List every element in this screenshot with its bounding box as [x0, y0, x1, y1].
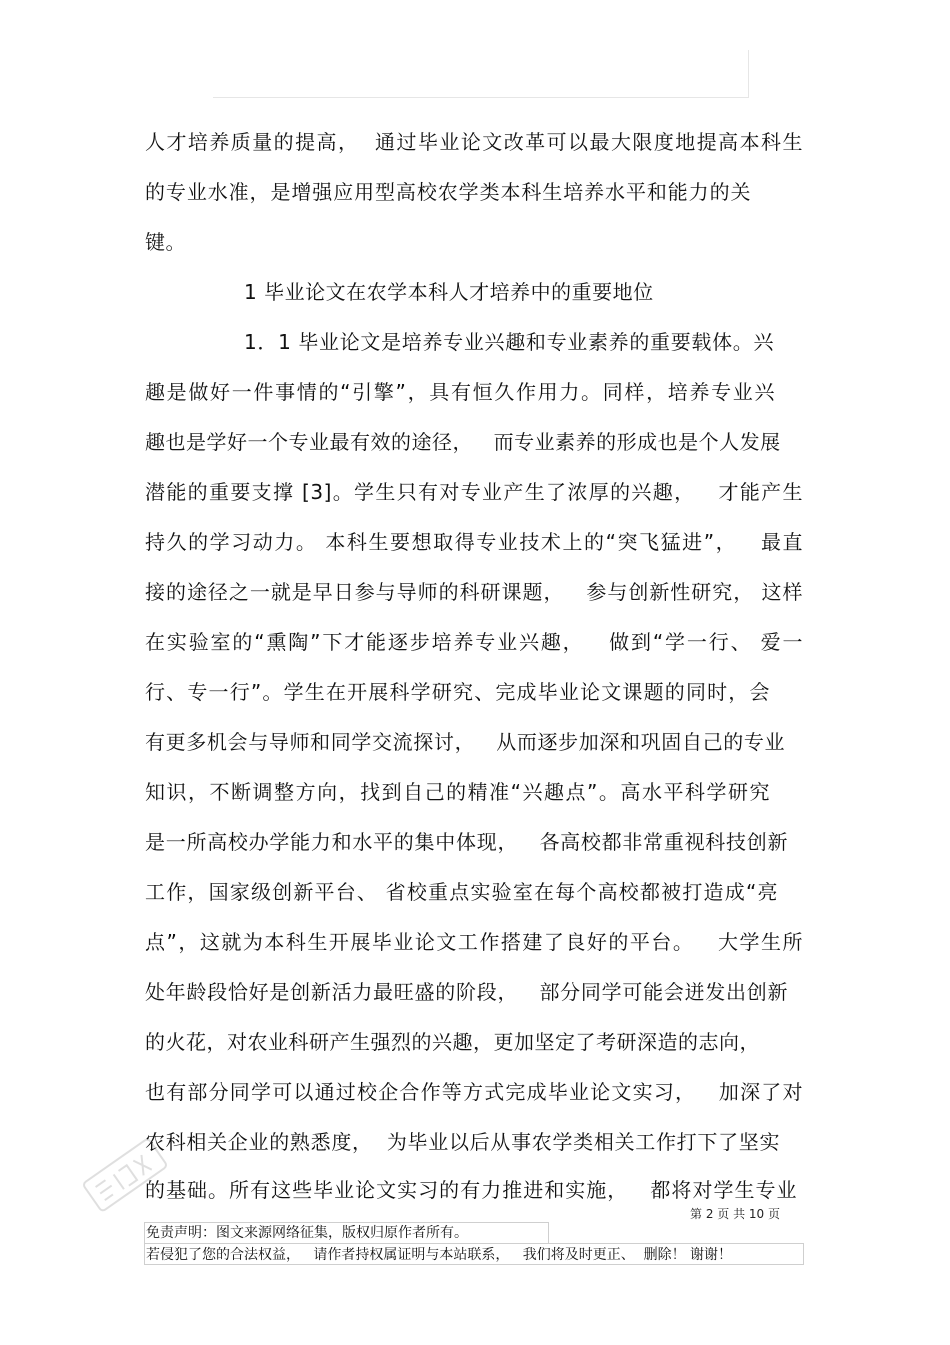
body-line-9: 持久的学习动力。 本科生要想取得专业技术上的“突飞猛进”， 最直	[145, 530, 803, 554]
header-rule	[213, 97, 749, 98]
body-line-2: 的专业水准，是增强应用型高校农学类本科生培养水平和能力的关	[145, 180, 751, 204]
body-line-14: 知识，不断调整方向，找到自己的精准“兴趣点”。高水平科学研究	[145, 780, 770, 804]
body-line-12: 行、专一行”。学生在开展科学研究、完成毕业论文课题的同时，会	[145, 680, 770, 704]
body-line-7: 趣也是学好一个专业最有效的途径， 而专业素养的形成也是个人发展	[145, 430, 781, 454]
body-line-21: 农科相关企业的熟悉度， 为毕业以后从事农学类相关工作打下了坚实	[145, 1130, 780, 1154]
page-number: 第 2 页 共 10 页	[690, 1207, 780, 1221]
site-stamp-icon	[70, 1120, 180, 1230]
header-corner-mark	[748, 50, 749, 97]
body-line-11: 在实验室的“熏陶”下才能逐步培养专业兴趣， 做到“学一行、 爱一	[145, 630, 803, 654]
body-line-15: 是一所高校办学能力和水平的集中体现， 各高校都非常重视科技创新	[145, 830, 788, 854]
body-line-10: 接的途径之一就是早日参与导师的科研课题， 参与创新性研究， 这样	[145, 580, 803, 604]
body-line-19: 的火花，对农业科研产生强烈的兴趣，更加坚定了考研深造的志向，	[145, 1030, 760, 1054]
body-line-17: 点”，这就为本科生开展毕业论文工作搭建了良好的平台。 大学生所	[145, 930, 803, 954]
body-line-3: 键。	[145, 230, 186, 254]
subsection-heading: 1．1 毕业论文是培养专业兴趣和专业素养的重要载体。兴	[244, 330, 774, 354]
body-line-22: 的基础。所有这些毕业论文实习的有力推进和实施， 都将对学生专业	[145, 1178, 797, 1202]
body-line-1: 人才培养质量的提高， 通过毕业论文改革可以最大限度地提高本科生	[145, 130, 803, 154]
body-line-18: 处年龄段恰好是创新活力最旺盛的阶段， 部分同学可能会迸发出创新	[145, 980, 788, 1004]
body-line-6: 趣是做好一件事情的“引擎”，具有恒久作用力。同样，培养专业兴	[145, 380, 775, 404]
body-line-16: 工作，国家级创新平台、 省校重点实验室在每个高校都被打造成“亮	[145, 880, 778, 904]
body-line-8: 潜能的重要支撑 [3]。学生只有对专业产生了浓厚的兴趣， 才能产生	[145, 480, 803, 504]
body-line-20: 也有部分同学可以通过校企合作等方式完成毕业论文实习， 加深了对	[145, 1080, 803, 1104]
disclaimer-line-2: 若侵犯了您的合法权益， 请作者持权属证明与本站联系， 我们将及时更正、 删除！ 谢谢！	[144, 1243, 804, 1265]
disclaimer-line-1: 免责声明：图文来源网络征集，版权归原作者所有。	[144, 1222, 549, 1243]
body-line-13: 有更多机会与导师和同学交流探讨， 从而逐步加深和巩固自己的专业	[145, 730, 785, 754]
section-heading: 1 毕业论文在农学本科人才培养中的重要地位	[244, 280, 654, 304]
